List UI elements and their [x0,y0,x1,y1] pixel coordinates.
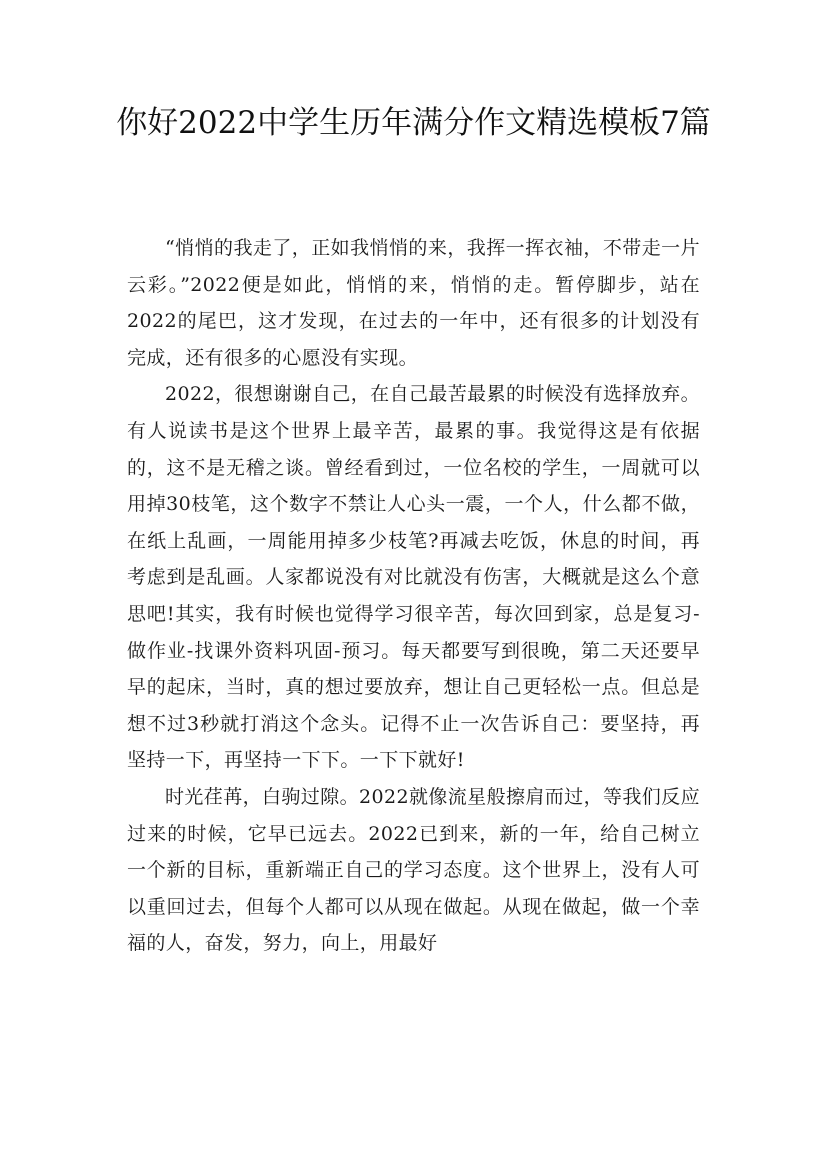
page-title: 你好2022中学生历年满分作文精选模板7篇 [116,105,711,141]
paragraph-1: “悄悄的我走了，正如我悄悄的来，我挥一挥衣袖，不带走一片云彩。”2022便是如此，悄悄的来，悄悄的走。暂停脚步，站在2022的尾巴，这才发现，在过去的一年中，还有很多的计划没有完成，还有很多的心愿没有实现。 [127,237,700,369]
document-body [127,230,700,962]
paragraph-2: 2022，很想谢谢自己，在自己最苦最累的时候没有选择放弃。有人说读书是这个世界上最辛苦，最累的事。我觉得这是有依据的，这不是无稽之谈。曾经看到过，一位名校的学生，一周就可以用掉30枝笔，这个数字不禁让人心头一震，一个人，什么都不做，在纸上乱画，一周能用掉多少枝笔?再减去吃饭，休息的时间，再考虑到是乱画。人家都说没有对比就没有伤害，大概就是这么个意思吧!其实，我有时候也觉得学习很辛苦，每次回到家，总是复习-做作业-找课外资料巩固-预习。每天都要写到很晚，第二天还要早早的起床，当时，真的想过要放弃，想让自己更轻松一点。但总是想不过3秒就打消这个念头。记得不止一次告诉自己：要坚持，再坚持一下，再坚持一下下。一下下就好! [127,383,700,772]
paragraph-3: 时光荏苒，白驹过隙。2022就像流星般擦肩而过，等我们反应过来的时候，它早已远去。2022已到来，新的一年，给自己树立一个新的目标，重新端正自己的学习态度。这个世界上，没有人可以重回过去，但每个人都可以从现在做起。从现在做起，做一个幸福的人，奋发，努力，向上，用最好 [127,785,700,955]
